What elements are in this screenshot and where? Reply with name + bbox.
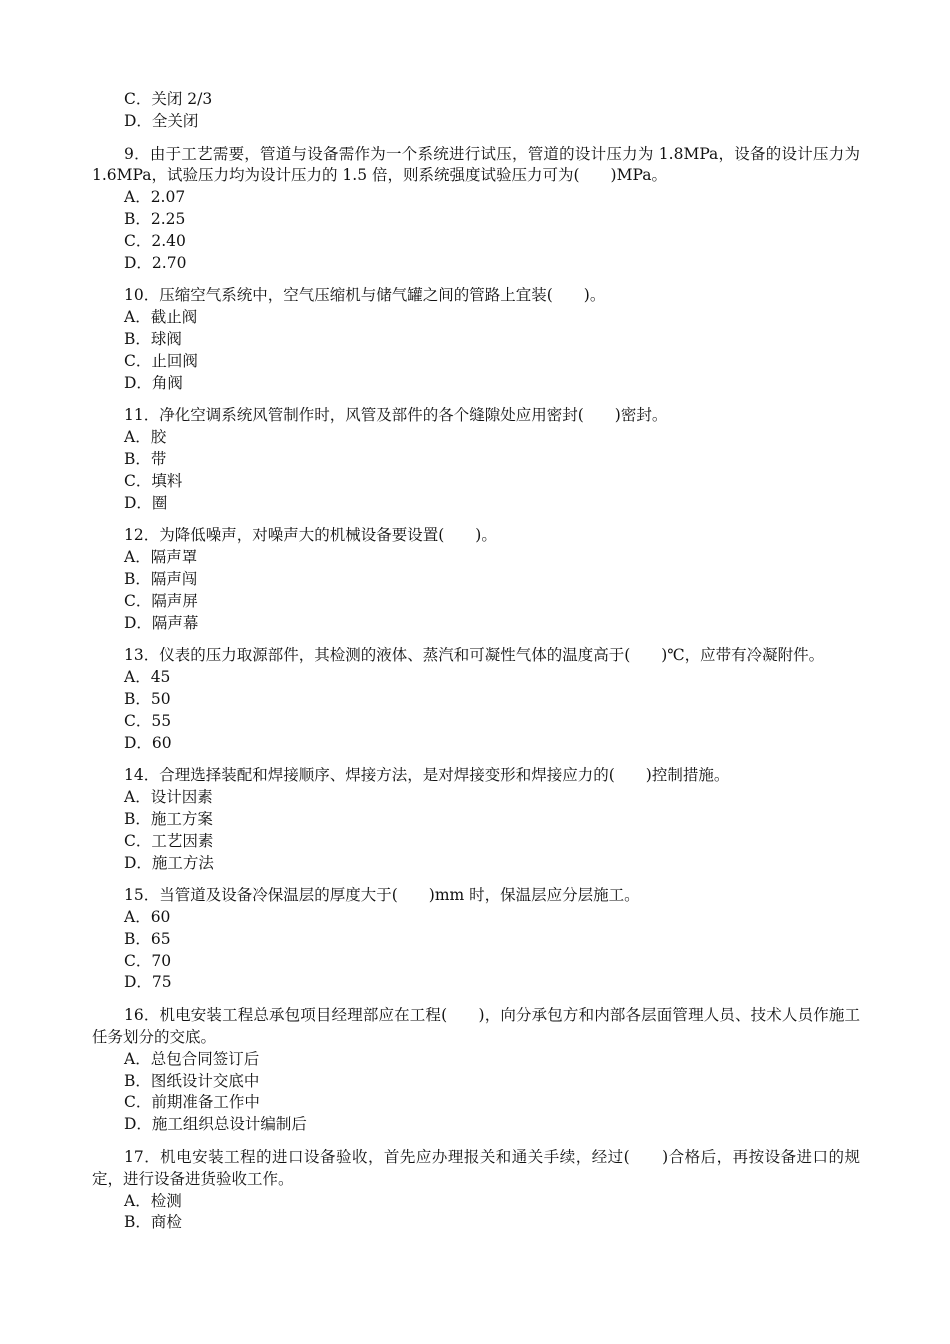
option-b: B．商检	[124, 1213, 182, 1232]
option-c: C．填料	[124, 471, 183, 490]
option-a: A．设计因素	[124, 788, 213, 807]
question-block	[92, 1005, 860, 1136]
option-c: C．隔声屏	[124, 591, 198, 610]
option-d: D．施工组织总设计编制后	[124, 1115, 307, 1134]
option-d: D．2.70	[124, 253, 187, 272]
question-text: 10．压缩空气系统中，空气压缩机与储气罐之间的管路上宜装( )。	[124, 286, 606, 305]
option-a: A．总包合同签订后	[124, 1049, 260, 1068]
option-c: C．止回阀	[124, 351, 198, 370]
option-a: A．2.07	[124, 188, 186, 207]
question-block	[92, 885, 860, 994]
option-b: B．2.25	[124, 209, 186, 228]
option-b: B．图纸设计交底中	[124, 1071, 260, 1090]
option-b: B．65	[124, 929, 171, 948]
option-c: C．2.40	[124, 231, 186, 250]
option-b: B．施工方案	[124, 809, 213, 828]
option-b: B．球阀	[124, 329, 182, 348]
question-block	[92, 765, 860, 874]
question-block	[92, 1147, 860, 1234]
question-text: 15．当管道及设备冷保温层的厚度大于( )mm 时，保温层应分层施工。	[124, 886, 640, 905]
option-c: C．55	[124, 711, 172, 730]
option-d: D．75	[124, 973, 172, 992]
option-a: A．胶	[124, 428, 167, 447]
option-d: D．全关闭	[124, 111, 199, 130]
option-b: B．隔声闯	[124, 569, 198, 588]
option-a: A．截止阀	[124, 308, 198, 327]
option-d: D．60	[124, 733, 172, 752]
option-d: D．隔声幕	[124, 613, 199, 632]
question-text: 14．合理选择装配和焊接顺序、焊接方法，是对焊接变形和焊接应力的( )控制措施。	[124, 766, 730, 785]
option-a: A．45	[124, 668, 171, 687]
question-text: 9．由于工艺需要，管道与设备需作为一个系统进行试压，管道的设计压力为 1.8MPa，设备的设计压力为 1.6MPa，试验压力均为设计压力的 1.5 倍，则系统强度试验压力可为( )MPa。	[92, 144, 860, 185]
question-block	[92, 525, 860, 634]
option-d: D．圈	[124, 493, 168, 512]
question-text: 16．机电安装工程总承包项目经理部应在工程( )，向分承包方和内部各层面管理人员、技术人员作施工任务划分的交底。	[92, 1006, 860, 1047]
option-a: A．隔声罩	[124, 548, 198, 567]
option-c: C．70	[124, 951, 172, 970]
question-list	[92, 144, 860, 1235]
question-text: 17．机电安装工程的进口设备验收，首先应办理报关和通关手续，经过( )合格后，再按设备进口的规定，进行设备进货验收工作。	[92, 1148, 860, 1188]
option-a: A．检测	[124, 1191, 182, 1210]
question-text: 13．仪表的压力取源部件，其检测的液体、蒸汽和可凝性气体的温度高于( )℃，应带有冷凝附件。	[124, 646, 825, 665]
question-text: 12．为降低噪声，对噪声大的机械设备要设置( )。	[124, 526, 497, 545]
option-a: A．60	[124, 908, 171, 927]
option-b: B．带	[124, 449, 167, 468]
option-d: D．施工方法	[124, 853, 214, 872]
option-b: B．50	[124, 689, 171, 708]
question-block	[92, 285, 860, 394]
option-c: C．工艺因素	[124, 831, 214, 850]
question-block	[92, 144, 860, 275]
option-d: D．角阀	[124, 373, 183, 392]
option-c: C．关闭 2/3	[124, 90, 213, 108]
question-block	[92, 405, 860, 514]
document-page	[92, 89, 860, 1245]
option-c: C．前期准备工作中	[124, 1093, 260, 1112]
question-text: 11．净化空调系统风管制作时，风管及部件的各个缝隙处应用密封( )密封。	[124, 406, 668, 425]
question-fragment	[92, 89, 860, 133]
question-block	[92, 645, 860, 754]
